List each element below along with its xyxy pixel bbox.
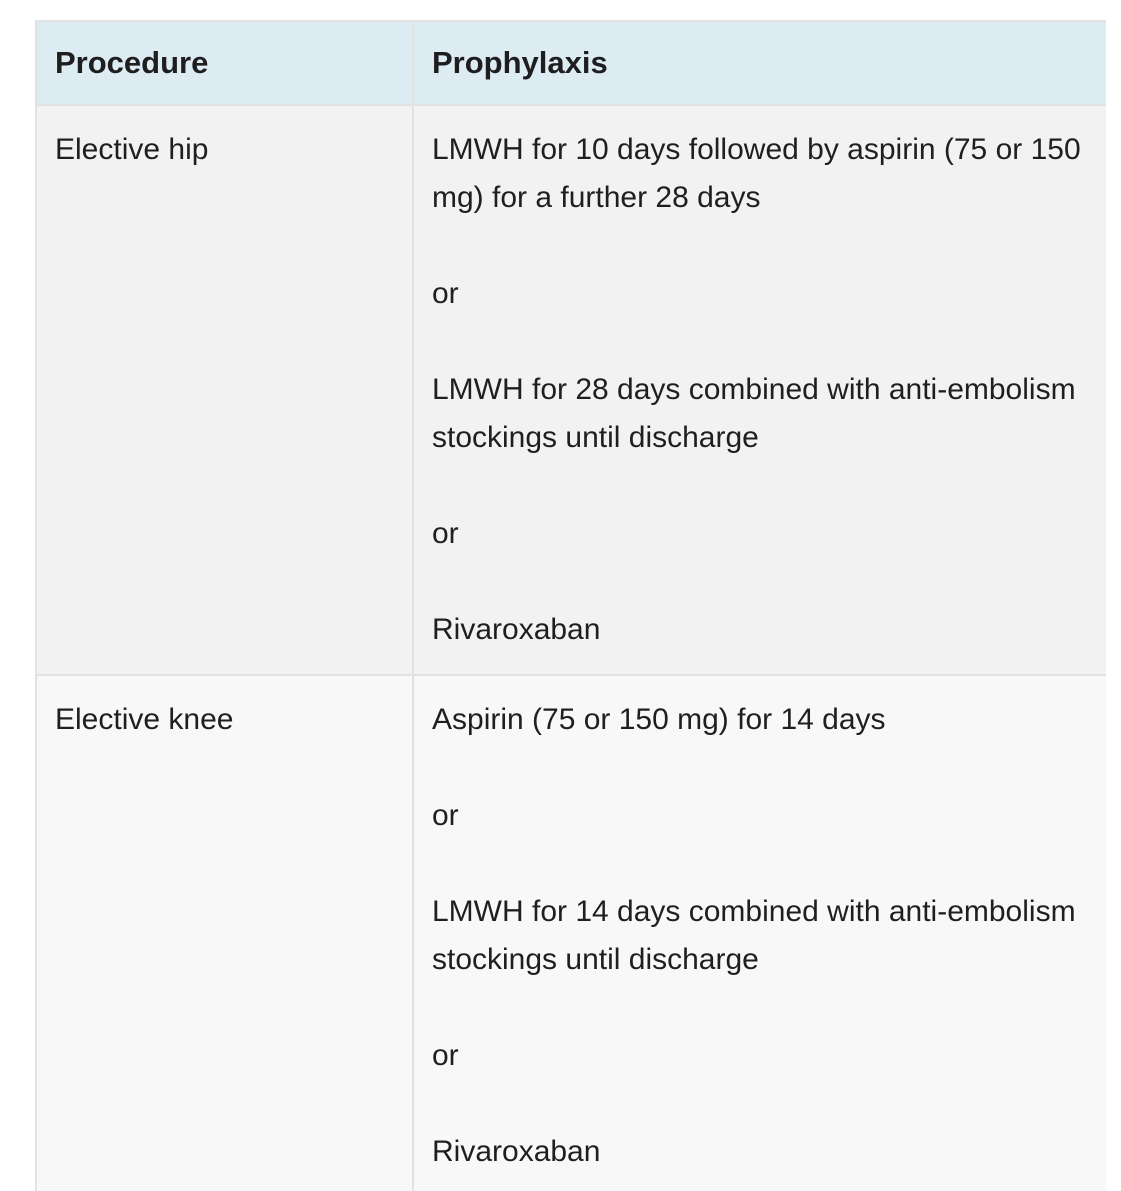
- procedure-label: Elective knee: [55, 703, 234, 736]
- prophylaxis-option: LMWH for 10 days followed by aspirin (75 or 150 mg) for a further 28 days: [432, 133, 1081, 214]
- procedure-label: Elective hip: [55, 133, 209, 166]
- prophylaxis-cell: [413, 105, 1106, 675]
- procedure-cell: [36, 675, 413, 1191]
- prophylaxis-separator: or: [432, 1039, 459, 1072]
- prophylaxis-table: [35, 20, 1106, 1191]
- table-row: [36, 675, 1106, 1191]
- prophylaxis-option: LMWH for 28 days combined with anti-embolism stockings until discharge: [432, 373, 1076, 454]
- table-header-row: [36, 21, 1106, 105]
- header-prophylaxis: Prophylaxis: [413, 21, 1106, 105]
- prophylaxis-option: Rivaroxaban: [432, 613, 601, 646]
- prophylaxis-option: Rivaroxaban: [432, 1135, 601, 1168]
- prophylaxis-separator: or: [432, 517, 459, 550]
- table-container: [35, 20, 1106, 1191]
- prophylaxis-separator: or: [432, 277, 459, 310]
- procedure-cell: [36, 105, 413, 675]
- prophylaxis-option: LMWH for 14 days combined with anti-embolism stockings until discharge: [432, 895, 1076, 976]
- prophylaxis-cell: [413, 675, 1106, 1191]
- prophylaxis-separator: or: [432, 799, 459, 832]
- header-procedure: Procedure: [36, 21, 413, 105]
- prophylaxis-option: Aspirin (75 or 150 mg) for 14 days: [432, 703, 886, 736]
- table-row: [36, 105, 1106, 675]
